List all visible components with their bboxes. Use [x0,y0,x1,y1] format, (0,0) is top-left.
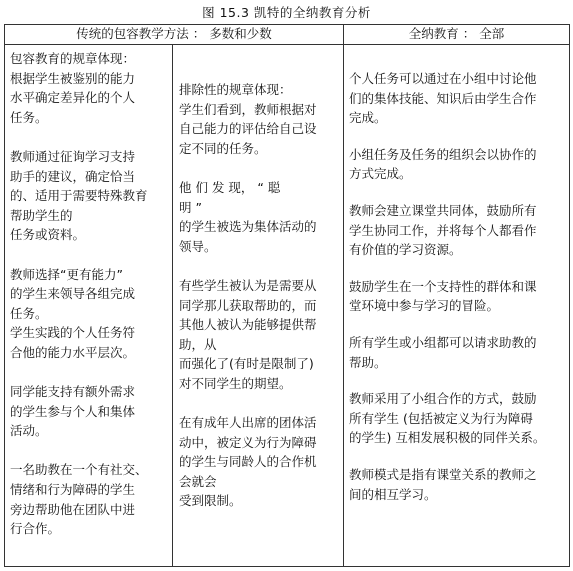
column-inclusive-practices [349,69,563,504]
cell-paragraph: 教师采用了小组合作的方式，鼓励 所有学生 (包括被定义为行为障碍 的学生) 互相发展积极的同伴关系。 [349,391,546,446]
cell-paragraph: 他 们 发 现， “ 聪 明 ” 的学生被选为集体活动的 领导。 [179,179,317,254]
table-border-bottom [4,566,570,567]
cell-paragraph: 同学能支持有额外需求 的学生参与个人和集体 活动。 [10,384,136,439]
column-divider-2 [343,24,344,567]
table-border-left [4,24,5,567]
header-traditional-approach: 传统的包容教学方法 ： 多数和少数 [76,26,272,41]
cell-paragraph: 在有成年人出席的团体活 动中，被定义为行为障碍 的学生与同龄人的合作机 会就会 受到限制。 [179,415,317,509]
column-traditional-practices [10,49,165,539]
cell-paragraph: 排除性的规章体现： 学生们看到，教师根据对 自己能力的评估给自己设 定不同的任务。 [179,82,317,156]
table-border-right [569,24,570,567]
cell-paragraph: 鼓励学生在一个支持性的群体和课 堂环境中参与学习的冒险。 [349,278,537,314]
cell-paragraph: 教师选择“更有能力” 的学生来领导各组完成 任务。 学生实践的个人任务符 合他的能力水平层次。 [10,266,136,360]
cell-paragraph: 个人任务可以通过在小组中讨论他 们的集体技能、知识后由学生合作 完成。 [349,71,537,126]
cell-paragraph: 教师模式是指有课堂关系的教师之 间的相互学习。 [349,466,537,502]
cell-paragraph: 有些学生被认为是需要从 同学那儿获取帮助的，而 其他人被认为能够提供帮 助，从 而强化了(有时是限制了) 对不同学生的期望。 [179,277,317,391]
cell-paragraph: 小组任务及任务的组织会以协作的 方式完成。 [349,146,537,182]
column-divider-1 [172,44,173,567]
cell-paragraph: 所有学生或小组都可以请求助教的 帮助。 [349,334,537,370]
cell-paragraph: 教师通过征询学习支持 助手的建议，确定恰当 的、适用于需要特殊教育 帮助学生的 任务或资料。 [10,148,148,243]
figure-title: 图 15.3 凯特的全纳教育分析 [202,5,371,20]
analysis-table [4,24,570,567]
header-divider [4,44,570,45]
cell-paragraph: 一名助教在一个有社交、 情绪和行为障碍的学生 旁边帮助他在团队中进 行合作。 [10,462,148,537]
cell-paragraph: 包容教育的规章体现： 根据学生被鉴别的能力 水平确定差异化的个人 任务。 [10,51,136,125]
cell-paragraph: 教师会建立课堂共同体，鼓励所有 学生协同工作，并将每个人都看作 有价值的学习资源。 [349,202,537,258]
column-exclusion-effects [179,80,339,511]
header-inclusive-education: 全纳教育 ： 全部 [408,26,505,41]
